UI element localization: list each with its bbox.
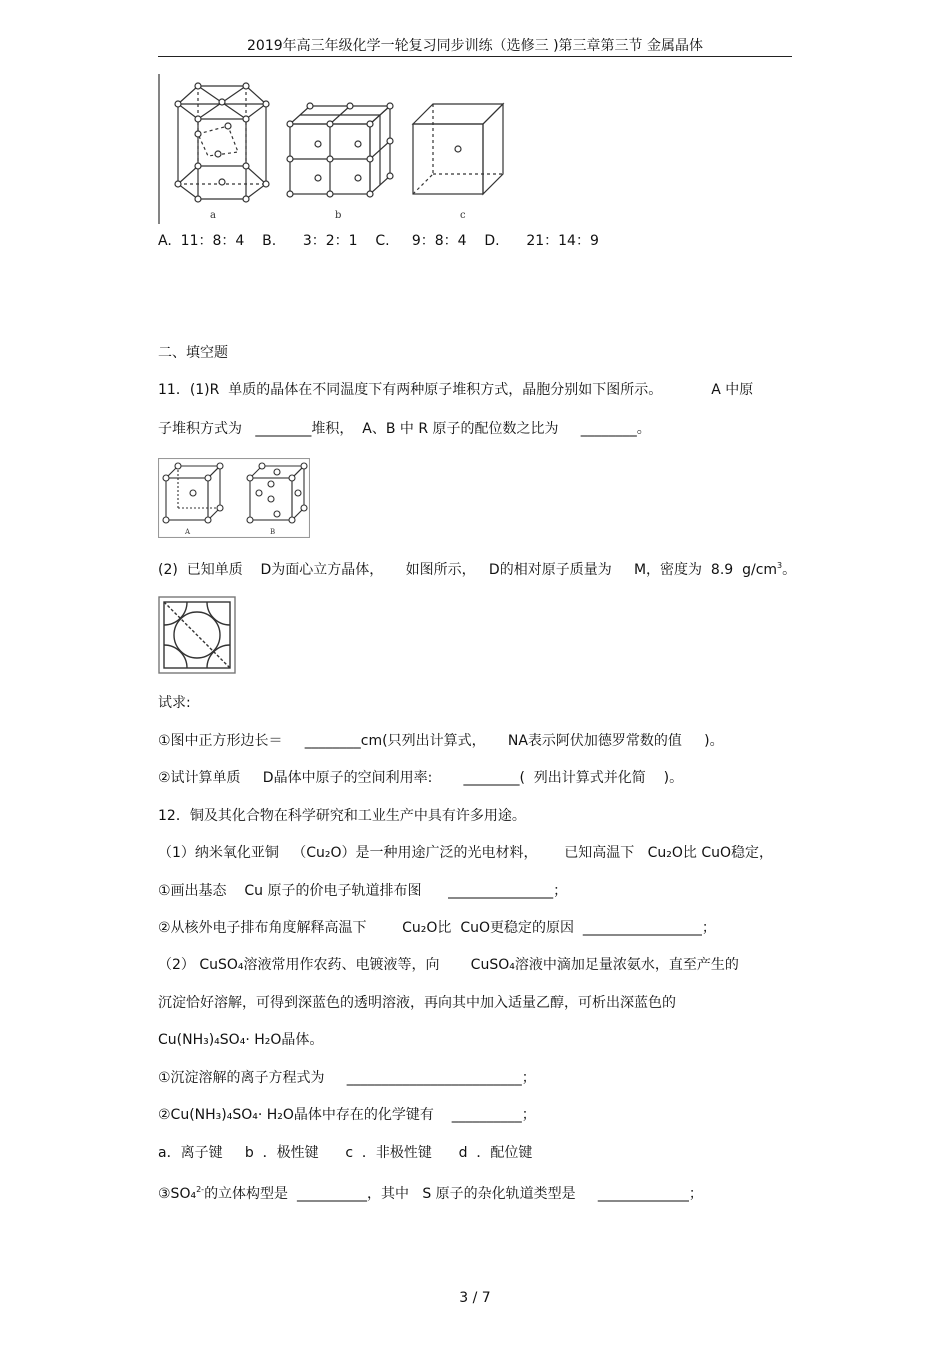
q11-line3: (2) 已知单质 D为面心立方晶体， 如图所示， D的相对原子质量为 M，密度为 8.9 $g/cm^3$。	[158, 561, 797, 578]
q12-line6: 沉淀恰好溶解，可得到深蓝色的透明溶液，再向其中加入适量乙醇，可析出深蓝色的	[158, 995, 676, 1011]
q12-line1: 12．铜及其化合物在科学研究和工业生产中具有许多用途。	[158, 808, 526, 824]
q12-line3: ①画出基态 Cu 原子的价电子轨道排布图 _______________；	[158, 883, 568, 899]
section-fill-blank: 二、填空题	[158, 345, 228, 361]
q11-line1: 11．(1)R 单质的晶体在不同温度下有两种原子堆积方式，晶胞分别如下图所示。 A 中原	[158, 382, 754, 398]
hexagonal-prism-a	[175, 83, 269, 202]
cube-c	[413, 104, 503, 194]
q10-options: A. 11：8：4 B. 3：2：1 C. 9：8：4 D. 21：14：9	[158, 233, 599, 249]
cubic-lattice-b	[287, 103, 393, 197]
q12-line11: ③SO₄$^{2-}$的立体构型是 __________，其中 S 原子的杂化轨道类型是 _____________；	[158, 1185, 703, 1202]
cell-label-a: A	[185, 528, 191, 536]
q12-line10: a．离子键 b ．极性键 c ．非极性键 d ．配位键	[158, 1145, 533, 1161]
q11-line4: 试求:	[158, 695, 191, 711]
cell-label-b: B	[270, 528, 276, 536]
unit-cell-b	[247, 463, 307, 523]
q12-line9: ②Cu(NH₃)₄SO₄· H₂O晶体中存在的化学键有 __________；	[158, 1107, 536, 1123]
q11-line6: ②试计算单质 D晶体中原子的空间利用率: ________( 列出计算式并化简 )。	[158, 770, 684, 786]
page-header: 2019年高三年级化学一轮复习同步训练（选修三 )第三章第三节 金属晶体	[158, 36, 792, 57]
q11-line5: ①图中正方形边长＝ ________cm(只列出计算式， NA表示阿伏加德罗常数的值 )。	[158, 733, 724, 749]
fig-label-a: a	[210, 210, 216, 221]
q12-line7: Cu(NH₃)₄SO₄· H₂O晶体。	[158, 1032, 324, 1048]
unit-cells-ab-figure	[158, 458, 310, 538]
q11-line2: 子堆积方式为 ________堆积， A、B 中 R 原子的配位数之比为 ________。	[158, 421, 651, 437]
q12-line2: （1）纳米氧化亚铜 （Cu₂O）是一种用途广泛的光电材料， 已知高温下 Cu₂O比 CuO稳定，	[158, 845, 773, 861]
q12-line8: ①沉淀溶解的离子方程式为 _________________________；	[158, 1070, 536, 1086]
page-number: 3 / 7	[459, 1290, 491, 1306]
crystal-structures-figure	[158, 74, 514, 224]
unit-cell-a	[163, 463, 223, 523]
fcc-face-diagram	[158, 596, 236, 674]
q12-line5: （2） CuSO₄溶液常用作农药、电镀液等，向 CuSO₄溶液中滴加足量浓氨水，直至产生的	[158, 957, 739, 973]
fig-label-c: c	[460, 210, 466, 221]
q12-line4: ②从核外电子排布角度解释高温下 Cu₂O比 CuO更稳定的原因 _________________；	[158, 920, 716, 936]
fig-label-b: b	[335, 210, 342, 221]
